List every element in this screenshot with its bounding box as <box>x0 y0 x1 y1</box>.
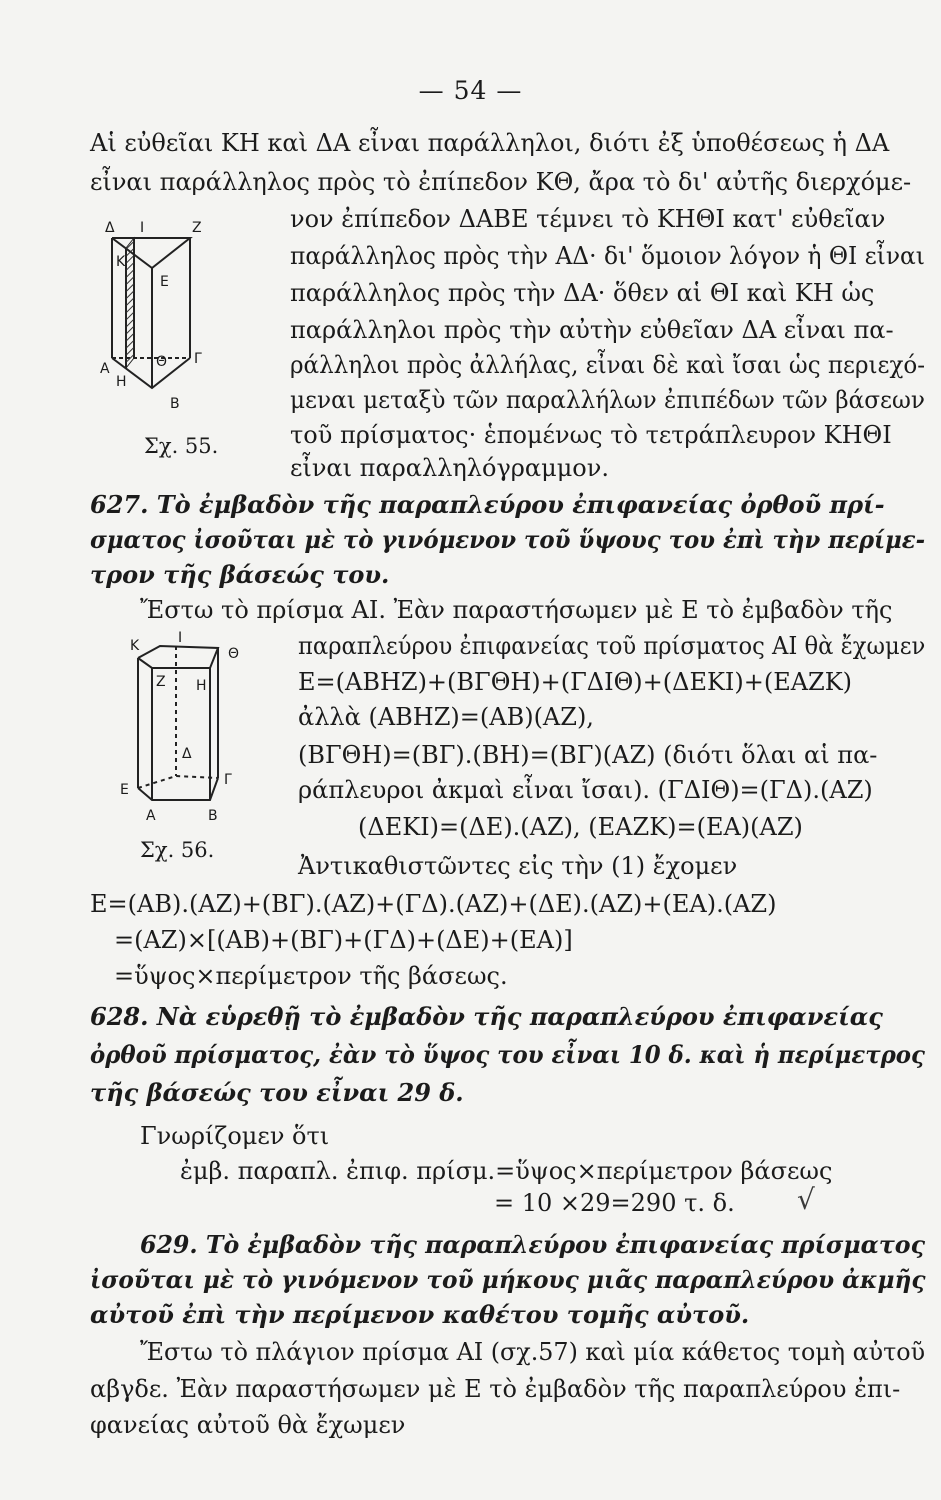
theorem-line: ἰσοῦται μὲ τὸ γινόμενον τοῦ μήκους μιᾶς παραπλεύρου ἀκμῆς <box>90 1265 926 1294</box>
figure-55-caption: Σχ. 55. <box>144 434 219 458</box>
equation-line: ράπλευροι ἀκμαὶ εἶναι ἴσαι). (ΓΔΙΘ)=(ΓΔ).(ΑΖ) <box>298 776 873 804</box>
fig55-label-d: Δ <box>105 220 115 236</box>
equation-line: Ε=(ΑΒΗΖ)+(ΒΓΘΗ)+(ΓΔΙΘ)+(ΔΕΚΙ)+(ΕΑΖΚ) <box>298 668 853 696</box>
text-line: παραπλεύρου ἐπιφανείας τοῦ πρίσματος ΑΙ θὰ ἔχωμεν <box>298 632 926 660</box>
text-line: Ἔστω τὸ πρίσμα ΑΙ. Ἐὰν παραστήσωμεν μὲ Ε τὸ ἐμβαδὸν τῆς <box>140 596 893 624</box>
equation-line: ἐμβ. παραπλ. ἐπιφ. πρίσμ.=ὕψος×περίμετρον βάσεως <box>180 1157 833 1185</box>
equation-line: ἀλλὰ (ΑΒΗΖ)=(ΑΒ)(ΑΖ), <box>298 703 594 731</box>
text-line: τοῦ πρίσματος· ἑπομένως τὸ τετράπλευρον ΚΗΘΙ <box>290 421 892 449</box>
page-number: — 54 — <box>418 76 523 105</box>
fig55-label-k: Κ <box>116 254 126 270</box>
equation-line: =(ΑΖ)×[(ΑΒ)+(ΒΓ)+(ΓΔ)+(ΔΕ)+(ΕΑ)] <box>114 926 573 954</box>
fig56-label-b: Β <box>208 808 218 824</box>
theorem-line: τρον τῆς βάσεώς του. <box>90 560 390 589</box>
problem-line: 628. Νὰ εὑρεθῇ τὸ ἐμβαδὸν τῆς παραπλεύρου ἐπιφανείας <box>90 1002 883 1031</box>
text-line: μεναι μεταξὺ τῶν παραλλήλων ἐπιπέδων τῶν βάσεων <box>290 386 925 414</box>
figure-55-prism <box>100 218 220 413</box>
text-line: αβγδε. Ἐὰν παραστήσωμεν μὲ Ε τὸ ἐμβαδὸν τῆς παραπλεύρου ἐπι- <box>90 1375 901 1403</box>
text-line: παράλληλος πρὸς τὴν ΔΑ· ὅθεν αἱ ΘΙ καὶ ΚΗ ὡς <box>290 279 875 307</box>
text-line: ράλληλοι πρὸς ἀλλήλας, εἶναι δὲ καὶ ἴσαι ὡς περιεχό- <box>290 351 926 379</box>
fig55-label-h: Η <box>116 374 127 390</box>
text-line: εἶναι παράλληλος πρὸς τὸ ἐπίπεδον ΚΘ, ἄρα τὸ δι' αὐτῆς διερχόμε- <box>90 168 912 196</box>
equation-line: = 10 ×29=290 τ. δ. <box>494 1189 735 1217</box>
text-line: παράλληλοι πρὸς τὴν αὐτὴν εὐθεῖαν ΔΑ εἶναι πα- <box>290 316 894 344</box>
fig56-label-e: Ε <box>120 782 129 798</box>
text-line: Γνωρίζομεν ὅτι <box>140 1122 330 1150</box>
text-line: φανείας αὐτοῦ θὰ ἔχωμεν <box>90 1411 406 1439</box>
problem-line: ὀρθοῦ πρίσματος, ἐὰν τὸ ὕψος του εἶναι 10 δ. καὶ ἡ περίμετρος <box>90 1040 925 1069</box>
fig56-label-g: Γ <box>224 772 232 788</box>
text-line: Ἀντικαθιστῶντες εἰς τὴν (1) ἔχομεν <box>298 852 738 880</box>
text-line: Αἱ εὐθεῖαι ΚΗ καὶ ΔΑ εἶναι παράλληλοι, διότι ἐξ ὑποθέσεως ἡ ΔΑ <box>90 129 890 157</box>
fig55-label-a: Α <box>100 361 110 377</box>
equation-line: =ὕψος×περίμετρον τῆς βάσεως. <box>114 962 508 990</box>
fig55-label-b: Β <box>170 396 180 412</box>
fig55-label-g: Γ <box>194 351 202 367</box>
equation-line: Ε=(ΑΒ).(ΑΖ)+(ΒΓ).(ΑΖ)+(ΓΔ).(ΑΖ)+(ΔΕ).(ΑΖ)+(ΕΑ).(ΑΖ) <box>90 890 777 918</box>
fig56-label-a: Α <box>146 808 156 824</box>
text-line: εἶναι παραλληλόγραμμον. <box>290 454 609 482</box>
fig56-label-k: Κ <box>130 638 140 654</box>
text-line: νον ἐπίπεδον ΔΑΒΕ τέμνει τὸ ΚΗΘΙ κατ' εὐθεῖαν <box>290 205 886 233</box>
text-line: Ἔστω τὸ πλάγιον πρίσμα ΑΙ (σχ.57) καὶ μία κάθετος τομὴ αὐτοῦ <box>140 1338 926 1366</box>
equation-line: (ΔΕΚΙ)=(ΔΕ).(ΑΖ), (ΕΑΖΚ)=(ΕΑ)(ΑΖ) <box>358 813 803 841</box>
fig55-label-i: Ι <box>140 220 145 236</box>
fig56-label-z: Ζ <box>156 674 166 690</box>
fig55-label-th: Θ <box>156 354 168 370</box>
fig56-label-d: Δ <box>182 746 192 762</box>
theorem-line: 629. Τὸ ἐμβαδὸν τῆς παραπλεύρου ἐπιφανείας πρίσματος <box>140 1230 926 1259</box>
problem-line: τῆς βάσεώς του εἶναι 29 δ. <box>90 1078 464 1107</box>
theorem-line: 627. Τὸ ἐμβαδὸν τῆς παραπλεύρου ἐπιφανείας ὀρθοῦ πρί- <box>90 490 885 519</box>
check-mark: √ <box>797 1183 815 1216</box>
fig56-label-i: Ι <box>178 630 183 646</box>
figure-56-caption: Σχ. 56. <box>140 838 215 862</box>
text-line: παράλληλος πρὸς τὴν ΑΔ· δι' ὅμοιον λόγον ἡ ΘΙ εἶναι <box>290 242 925 270</box>
figure-56-pentagonal-prism <box>108 628 258 828</box>
fig56-label-th: Θ <box>228 646 240 662</box>
fig56-label-h: Η <box>196 678 207 694</box>
fig55-label-e: Ε <box>160 274 169 290</box>
fig55-label-z: Ζ <box>192 220 202 236</box>
theorem-line: αὐτοῦ ἐπὶ τὴν περίμενον καθέτου τομῆς αὐτοῦ. <box>90 1300 750 1329</box>
equation-line: (ΒΓΘΗ)=(ΒΓ).(ΒΗ)=(ΒΓ)(ΑΖ) (διότι ὅλαι αἱ πα- <box>298 741 878 769</box>
theorem-line: σματος ἰσοῦται μὲ τὸ γινόμενον τοῦ ὕψους του ἐπὶ τὴν περίμε- <box>90 525 926 554</box>
